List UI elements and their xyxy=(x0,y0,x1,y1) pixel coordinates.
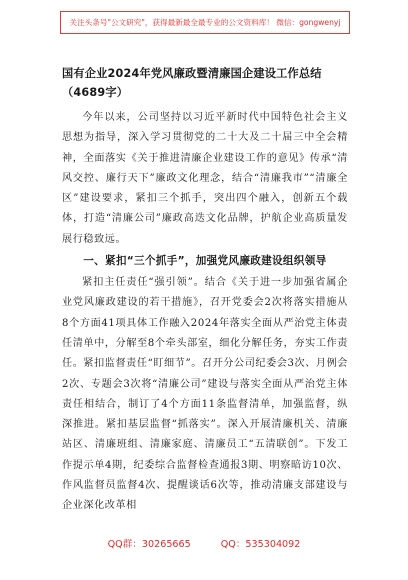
intro-paragraph: 今年以来，公司坚持以习近平新时代中国特色社会主义思想为指导，深入学习贯彻党的二十大及二十届三中全会精神，全面落实《关于推进清廉企业建设工作的意见》传承“清风交控、廉行天下”廉政文化理念，结合“清廉我市”“清廉全区”建设要求，紧扣三个抓手，突出四个融入，创新五个载体，打造“清廉公司”廉政高迭文化品牌，护航企业高质量发展行稳致远。 xyxy=(62,112,348,245)
section-1-paragraph: 紧扣主任责任“强引领”。结合《关于进一步加强省属企业党风廉政建设的若干措施》，召开党委会2次将落实措施从8个方面41项具体工作融入2024年落实全面从严治党主体责任清单中，分解至8个牵头部室，细化分解任务，夯实工作责任。紧扣监督责任“盯细节”。召开分公司纪委会3次、月例会2次、专题会3次将“清廉公司”建设与落实全面从严治党主体责任相结合，制订了4个方面11条监督清单，加强监督，纵深推进。紧扣基层监督“抓落实”。深入开展清廉机关、清廉站区、清廉班组、清廉家庭、清廉员工“五清联创”。下发工作提示单4期，纪委综合监督检查通报3期、明察暗访10次、作风监督员监督4次、提醒谈话6次等，推动清廉支部建设与企业深化改革相 xyxy=(62,277,348,512)
footer-qq: QQ：535304092 xyxy=(220,539,301,550)
document-title: 国有企业2024年党风廉政暨清廉国企建设工作总结（4689字） xyxy=(62,67,322,99)
section-heading-1: 一、紧扣“三个抓手”，加强党风廉政建设组织领导 xyxy=(83,255,327,268)
promo-banner-text: 关注头条号"公文研究"，获得最新最全最专业的公文资料库！ 微信：gongwenyj xyxy=(69,18,341,27)
document-body xyxy=(62,64,348,517)
promo-banner xyxy=(60,11,350,34)
footer-contact xyxy=(0,536,408,550)
footer-qq-group: QQ群：30265665 xyxy=(107,539,191,550)
